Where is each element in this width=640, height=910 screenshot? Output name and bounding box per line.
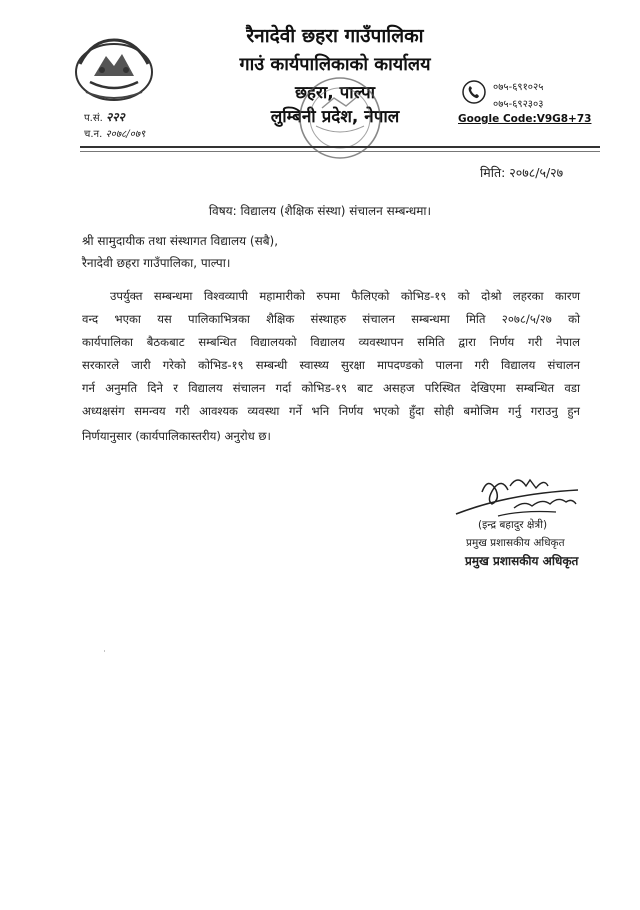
letter-date: मिति: २०७८/५/२७ <box>480 165 564 180</box>
phone-number-2: ०७५-६९२३०३ <box>493 99 544 110</box>
office-location: छहरा, पाल्पा <box>294 83 376 103</box>
header-divider-thin <box>80 151 600 152</box>
addressee-line-2: रैनादेवी छहरा गाउँपालिका, पाल्पा। <box>82 256 231 270</box>
office-province: लुम्बिनी प्रदेश, नेपाल <box>270 107 400 127</box>
addressee-line-1: श्री सामुदायीक तथा संस्थागत विद्यालय (सबै), <box>82 234 279 248</box>
patra-label: प.सं. <box>84 113 103 124</box>
header-divider <box>80 146 600 148</box>
nepal-emblem-icon <box>72 34 156 104</box>
chalani-value: २०७८/०७९ <box>105 129 146 140</box>
phone-number-1: ०७५-६९१०२५ <box>493 82 544 93</box>
signatory-title: प्रमुख प्रशासकीय अधिकृत <box>466 537 565 549</box>
body-line: गर्न अनुमति दिने र विद्यालय संचालन गर्दा कोभिड-१९ बाट असहज परिस्थित देखिएमा सम्बन्धित वडा <box>82 381 580 395</box>
chalani-label: च.न. <box>84 129 103 140</box>
body-line: निर्णयानुसार (कार्यपालिकास्तरीय) अनुरोध छ। <box>82 429 271 443</box>
office-name: रैनादेवी छहरा गाउँपालिका <box>246 25 424 47</box>
signatory-name: (इन्द्र बहादुर क्षेत्री) <box>478 519 548 531</box>
google-plus-code: Google Code:V9G8+73 <box>458 113 592 125</box>
patra-value: २२२ <box>106 110 125 124</box>
office-stamp-icon <box>286 68 394 164</box>
body-line: वन्द भएका यस पालिकाभित्रका शैक्षिक संस्थाहरु संचालन सम्बन्धमा मिति २०७८/५/२७ को <box>82 312 580 326</box>
office-subtitle: गाउं कार्यपालिकाको कार्यालय <box>239 54 431 75</box>
body-line: अध्यक्षसंग समन्वय गरी आवश्यक व्यवस्था गर्ने भनि निर्णय भएको हुँदा सोही बमोजिम गर्नु गराउनु हुन <box>82 404 580 418</box>
letter-subject: विषय: विद्यालय (शैक्षिक संस्था) संचालन सम्बन्धमा। <box>208 204 432 218</box>
body-line: उपर्युक्त सम्बन्धमा विश्वव्यापी महामारीको रुपमा फैलिएको कोभिड-१९ को दोश्रो लहरका कारण <box>110 289 580 303</box>
body-line: कार्यपालिका बैठकबाट सम्बन्धित विद्यालयको विद्यालय व्यवस्थापन समिति द्वारा निर्णय गरी नेपाल <box>82 335 580 349</box>
chalani-number <box>84 126 145 140</box>
patra-number <box>84 108 125 125</box>
body-line: सरकारले जारी गरेको कोभिड-१९ सम्बन्धी स्वास्थ्य सुरक्षा मापदण्डको पालना गरी विद्यालय संचालन <box>82 358 580 372</box>
stray-mark: ˙ <box>102 650 107 661</box>
phone-icon <box>462 80 486 104</box>
signatory-stamp-title: प्रमुख प्रशासकीय अधिकृत <box>465 554 579 568</box>
